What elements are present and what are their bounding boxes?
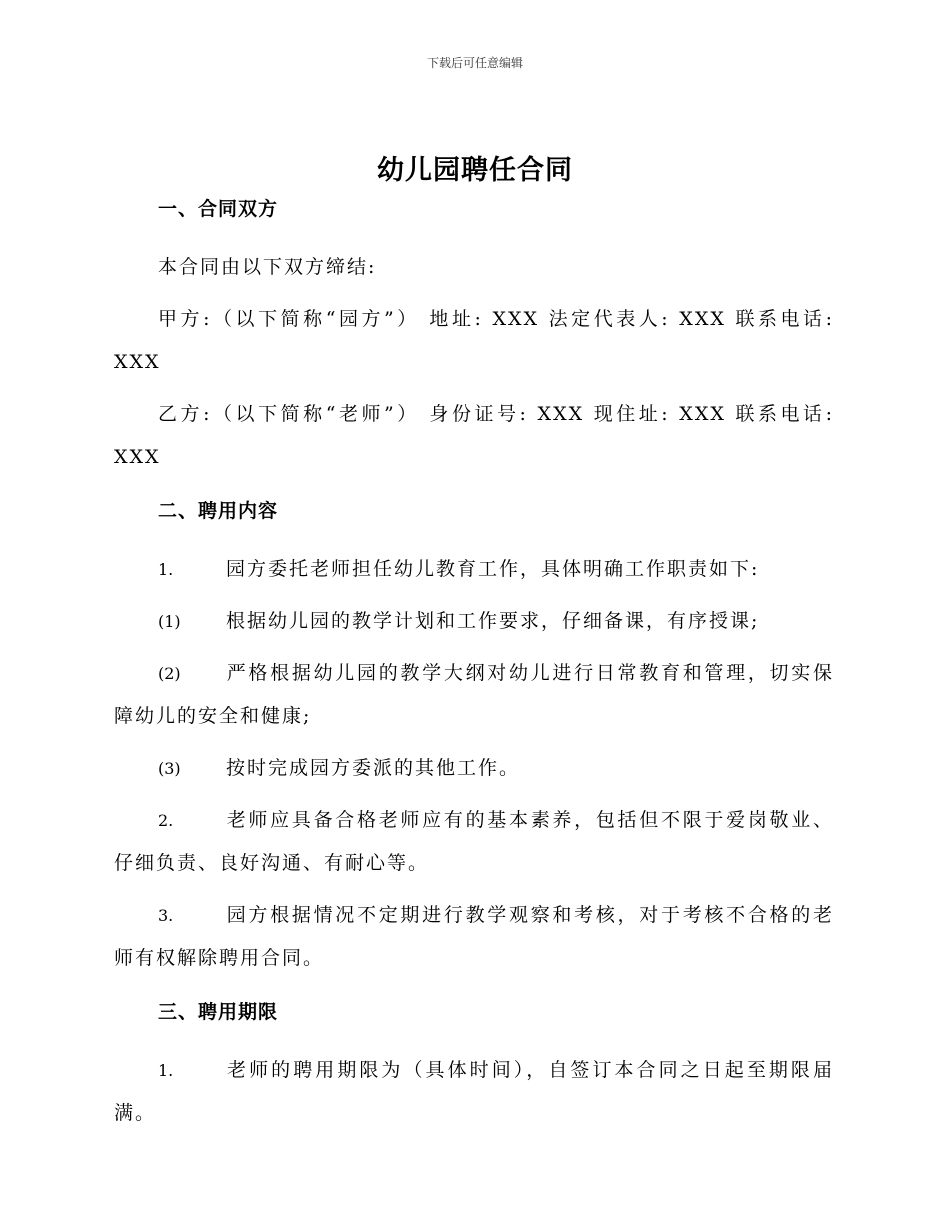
clause-text: 园方委托老师担任幼儿教育工作，具体明确工作职责如下: [226, 558, 760, 580]
clause-item [114, 548, 834, 591]
page-header-note: 下载后可任意编辑 [426, 56, 523, 70]
clause-text: 老师应具备合格老师应有的基本素养，包括但不限于爱岗敬业、仔细负责、良好沟通、有耐心等。 [114, 809, 834, 874]
clause-item [114, 894, 834, 980]
clause-item [114, 652, 834, 738]
clause-number: (1) [158, 612, 181, 631]
clause-text: 园方根据情况不定期进行教学观察和考核，对于考核不合格的老师有权解除聘用合同。 [114, 904, 834, 969]
clause-item [114, 799, 834, 885]
document-title: 幼儿园聘任合同 [377, 155, 573, 186]
clause-item [114, 747, 834, 790]
party-b-info: 乙方:（以下简称“老师”） 身份证号: XXX 现住址: XXX 联系电话: XXX [114, 403, 834, 468]
clause-number: 3. [158, 906, 174, 925]
clause-number: (2) [158, 664, 181, 683]
section-heading-content: 二、聘用内容 [158, 500, 279, 522]
clause-text: 按时完成园方委派的其他工作。 [226, 757, 521, 779]
clause-number: 1. [158, 1061, 174, 1080]
parties-intro: 本合同由以下双方缔结: [158, 256, 377, 278]
clause-number: (3) [158, 759, 181, 778]
clause-number: 1. [158, 560, 174, 579]
section-heading-term: 三、聘用期限 [158, 1001, 279, 1023]
document-body [114, 194, 834, 1144]
clause-text: 严格根据幼儿园的教学大纲对幼儿进行日常教育和管理，切实保障幼儿的安全和健康; [114, 662, 834, 727]
clause-text: 老师的聘用期限为（具体时间），自签订本合同之日起至期限届满。 [114, 1059, 834, 1124]
clause-item [114, 600, 834, 643]
clause-number: 2. [158, 811, 174, 830]
clause-item [114, 1049, 834, 1135]
clause-text: 根据幼儿园的教学计划和工作要求，仔细备课，有序授课; [226, 610, 760, 632]
section-heading-parties: 一、合同双方 [158, 198, 279, 220]
party-a-info: 甲方:（以下简称“园方”） 地址: XXX 法定代表人: XXX 联系电话: XXX [114, 308, 834, 373]
